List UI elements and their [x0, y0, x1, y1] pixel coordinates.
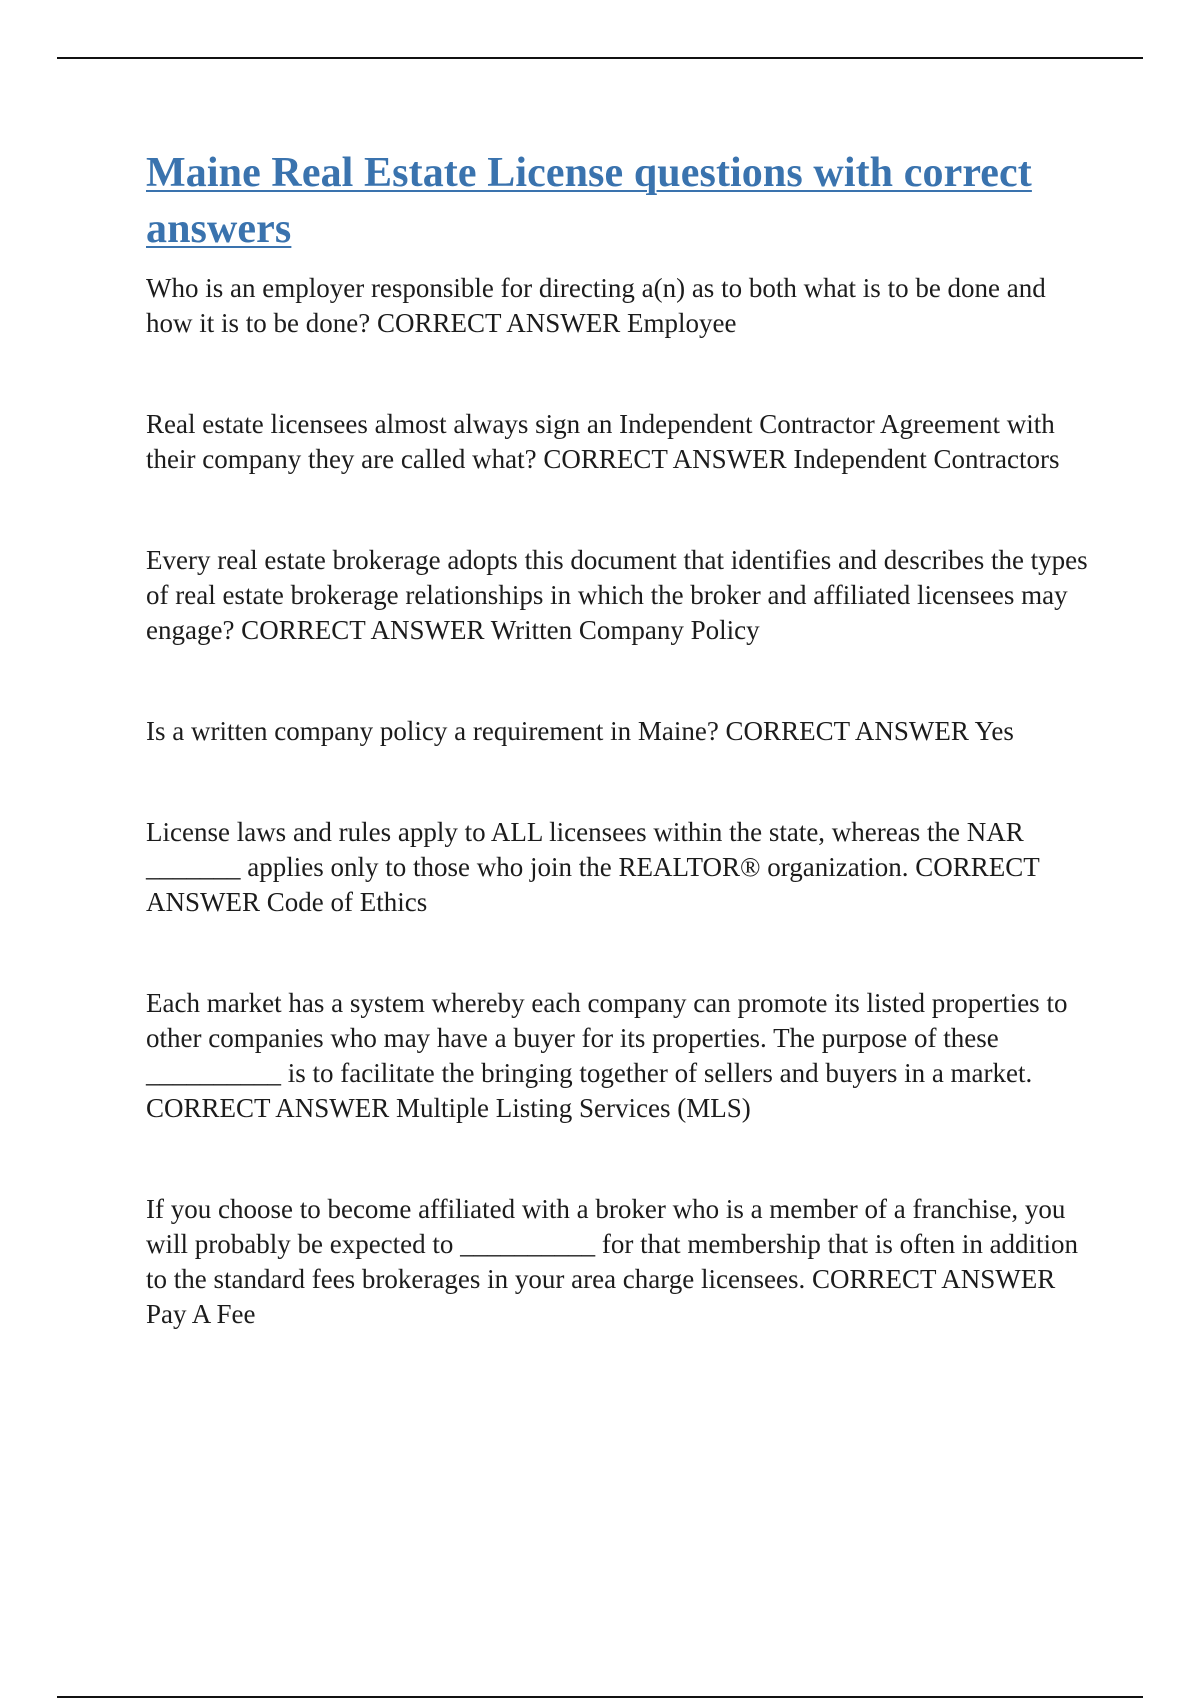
document-body	[146, 145, 1096, 1332]
qa-list	[146, 271, 1096, 1332]
qa-item: Real estate licensees almost always sign an Independent Contractor Agreement with their company they are called what? CORRECT ANSWER Independent Contractors	[146, 409, 1060, 474]
qa-item: If you choose to become affiliated with a broker who is a member of a franchise, you will probably be expected to __________ for that membership that is often in addition to the standard fees brokerages in your area charge licensees. CORRECT ANSWER Pay A Fee	[146, 1194, 1079, 1329]
bottom-rule	[57, 1696, 1143, 1698]
qa-item: Is a written company policy a requirement in Maine? CORRECT ANSWER Yes	[146, 716, 1014, 746]
qa-item: Who is an employer responsible for directing a(n) as to both what is to be done and how it is to be done? CORRECT ANSWER Employee	[146, 273, 1046, 338]
qa-item: Each market has a system whereby each company can promote its listed properties to other companies who may have a buyer for its properties. The purpose of these __________ is to facilitate the bringing together of sellers and buyers in a market. CORRECT ANSWER Multiple Listing Services (MLS)	[146, 988, 1068, 1123]
top-rule	[57, 57, 1143, 59]
document-title[interactable]: Maine Real Estate License questions with correct answers	[146, 150, 1032, 252]
qa-item: Every real estate brokerage adopts this document that identifies and describes the types of real estate brokerage relationships in which the broker and affiliated licensees may engage? CORRECT ANSWER Written Company Policy	[146, 545, 1088, 645]
qa-item: License laws and rules apply to ALL licensees within the state, whereas the NAR _______ applies only to those who join the REALTOR® organization. CORRECT ANSWER Code of Ethics	[146, 817, 1040, 917]
